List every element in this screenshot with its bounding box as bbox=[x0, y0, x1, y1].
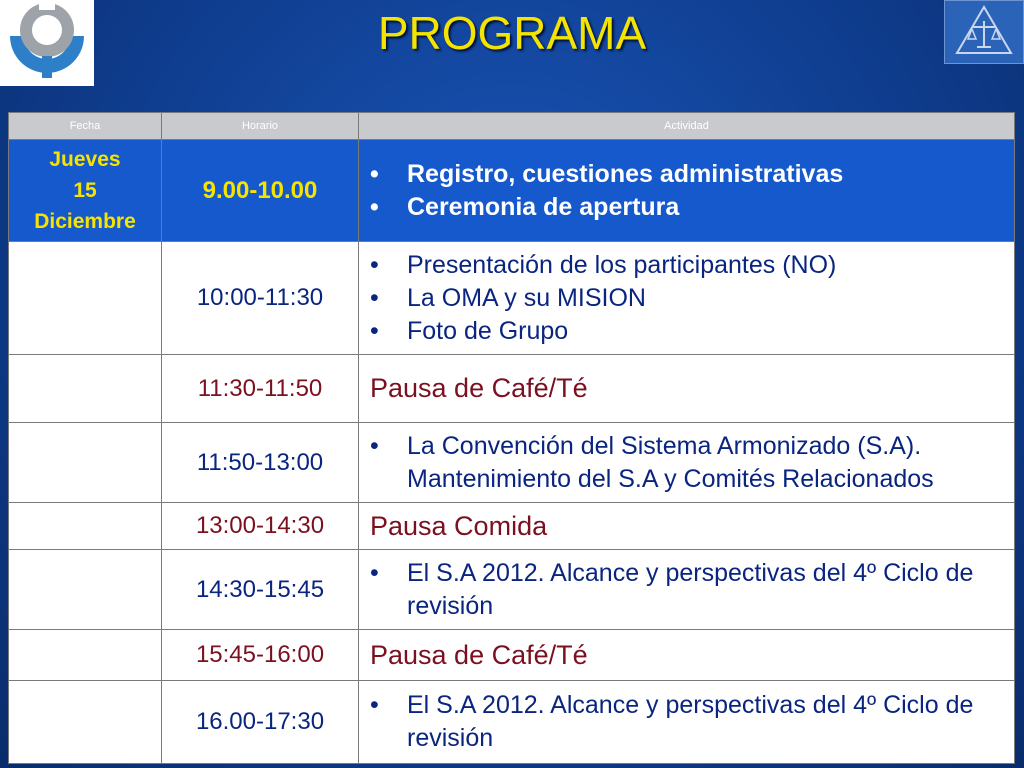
date-cell-empty bbox=[9, 242, 162, 355]
time-cell: 11:50-13:00 bbox=[162, 423, 359, 503]
pause-cell: Pausa Comida bbox=[359, 503, 1015, 550]
activity-cell bbox=[359, 140, 1015, 242]
header-activity: Actividad bbox=[359, 113, 1015, 140]
table-row bbox=[9, 140, 1015, 242]
time-cell: 15:45-16:00 bbox=[162, 630, 359, 681]
date-cell-empty bbox=[9, 681, 162, 764]
header-date: Fecha bbox=[9, 113, 162, 140]
time-cell: 16.00-17:30 bbox=[162, 681, 359, 764]
date-cell bbox=[9, 140, 162, 242]
table-row bbox=[9, 423, 1015, 503]
table-row bbox=[9, 242, 1015, 355]
time-cell: 10:00-11:30 bbox=[162, 242, 359, 355]
header-time: Horario bbox=[162, 113, 359, 140]
activity-item: • El S.A 2012. Alcance y perspectivas del 4º Ciclo de revisión bbox=[407, 557, 1014, 623]
table-row bbox=[9, 550, 1015, 630]
table-header-row bbox=[9, 113, 1015, 140]
date-cell-empty bbox=[9, 630, 162, 681]
date-month: Diciembre bbox=[34, 210, 136, 233]
date-weekday: Jueves bbox=[49, 148, 121, 171]
pause-cell: Pausa de Café/Té bbox=[359, 630, 1015, 681]
date-cell-empty bbox=[9, 355, 162, 423]
activity-cell bbox=[359, 423, 1015, 503]
date-cell-empty bbox=[9, 423, 162, 503]
page-title: PROGRAMA bbox=[377, 7, 647, 59]
date-number: 15 bbox=[73, 179, 97, 202]
pause-cell: Pausa de Café/Té bbox=[359, 355, 1015, 423]
table-row bbox=[9, 630, 1015, 681]
activity-item: • Foto de Grupo bbox=[407, 315, 1014, 348]
activity-item: • Ceremonia de apertura bbox=[407, 191, 1014, 224]
activity-item: • Registro, cuestiones administrativas bbox=[407, 158, 1014, 191]
time-cell: 9.00-10.00 bbox=[162, 140, 359, 242]
date-cell-empty bbox=[9, 503, 162, 550]
date-cell-empty bbox=[9, 550, 162, 630]
table-row bbox=[9, 681, 1015, 764]
time-cell: 13:00-14:30 bbox=[162, 503, 359, 550]
table-row bbox=[9, 503, 1015, 550]
activity-cell bbox=[359, 242, 1015, 355]
activity-item: • La OMA y su MISION bbox=[407, 282, 1014, 315]
table-row bbox=[9, 355, 1015, 423]
activity-item: • Presentación de los participantes (NO) bbox=[407, 249, 1014, 282]
activity-cell bbox=[359, 681, 1015, 764]
activity-item: • El S.A 2012. Alcance y perspectivas del 4º Ciclo de revisión bbox=[407, 689, 1014, 755]
time-cell: 14:30-15:45 bbox=[162, 550, 359, 630]
time-cell: 11:30-11:50 bbox=[162, 355, 359, 423]
program-table bbox=[8, 112, 1015, 764]
activity-cell bbox=[359, 550, 1015, 630]
activity-item: • La Convención del Sistema Armonizado (S.A). Mantenimiento del S.A y Comités Relacionados bbox=[407, 430, 1014, 496]
